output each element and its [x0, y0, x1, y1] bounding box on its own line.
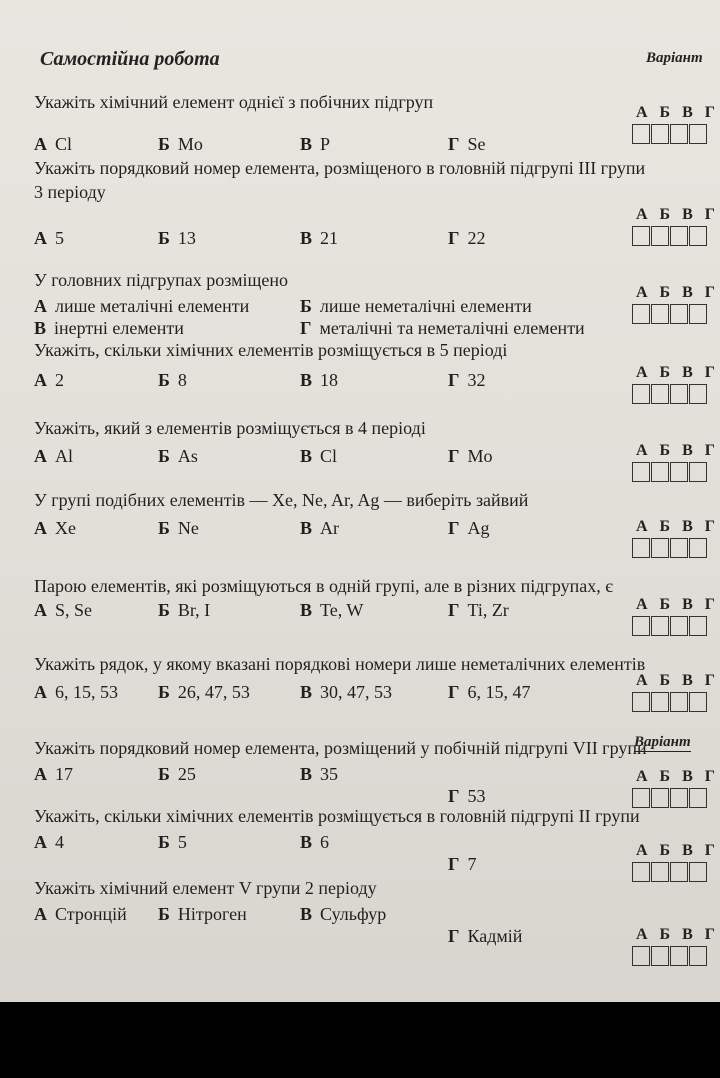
question-text: Укажіть, який з елементів розміщується в 4 періоді	[34, 418, 426, 438]
option-letter: В	[300, 446, 313, 466]
option-letter: Б	[158, 518, 170, 538]
answer-grid	[632, 104, 719, 150]
answer-option-А[interactable]	[34, 370, 64, 391]
option-letter: А	[34, 600, 47, 620]
answer-box-Б[interactable]	[651, 788, 669, 808]
answer-grid-header: А Б В Г	[636, 206, 719, 223]
page-title: Самостійна робота	[40, 48, 220, 70]
answer-box-Г[interactable]	[689, 692, 707, 712]
option-letter: Г	[300, 318, 312, 338]
answer-option-Б[interactable]	[158, 228, 196, 249]
question-7	[34, 576, 634, 646]
option-value: Xe	[55, 518, 76, 538]
answer-option-Г[interactable]	[300, 318, 585, 339]
option-value: Te, W	[320, 600, 364, 620]
answer-box-В[interactable]	[670, 226, 688, 246]
option-letter: Б	[158, 228, 170, 248]
option-value: S, Se	[55, 600, 93, 620]
answer-option-В[interactable]	[300, 682, 392, 703]
variant-label-2: Варіант	[634, 734, 691, 750]
answer-box-А[interactable]	[632, 616, 650, 636]
answer-grid-header: А Б В Г	[636, 518, 719, 535]
question-text: Укажіть, скільки хімічних елементів розміщується в 5 періоді	[34, 340, 508, 360]
option-letter: А	[34, 228, 47, 248]
answer-option-А[interactable]	[34, 518, 76, 539]
option-value: лише неметалічні елементи	[319, 296, 532, 316]
answer-option-Г[interactable]	[448, 134, 485, 155]
answer-option-Б[interactable]	[158, 764, 196, 785]
option-value: Al	[55, 446, 73, 466]
answer-box-В[interactable]	[670, 124, 688, 144]
answer-option-Г[interactable]	[448, 370, 485, 391]
option-letter: А	[34, 134, 47, 154]
question-2	[34, 158, 646, 248]
option-letter: Б	[158, 370, 170, 390]
option-letter: Б	[158, 682, 170, 702]
option-letter: А	[34, 446, 47, 466]
question-text: Укажіть порядковий номер елемента, розміщеного в головній підгрупі III групи	[34, 158, 646, 178]
question-text: Укажіть рядок, у якому вказані порядкові номери лише неметалічних елементів	[34, 654, 646, 674]
option-value: 18	[320, 370, 339, 390]
answer-grid	[632, 518, 719, 564]
option-letter: Г	[448, 682, 460, 702]
option-value: 21	[320, 228, 339, 248]
answer-option-Г[interactable]	[448, 854, 476, 875]
option-value: Cl	[320, 446, 338, 466]
answer-boxes	[632, 304, 708, 324]
answer-grid	[632, 768, 719, 814]
answer-box-В[interactable]	[670, 692, 688, 712]
option-letter: В	[300, 134, 313, 154]
answer-box-Г[interactable]	[689, 124, 707, 144]
option-value: металічні та неметалічні елементи	[319, 318, 585, 338]
answer-box-Б[interactable]	[651, 462, 669, 482]
answer-box-Б[interactable]	[651, 124, 669, 144]
answer-box-Б[interactable]	[651, 946, 669, 966]
answer-box-А[interactable]	[632, 124, 650, 144]
option-value: 5	[55, 228, 64, 248]
option-letter: Г	[448, 446, 460, 466]
answer-grid-header: А Б В Г	[636, 842, 719, 859]
option-value: 13	[177, 228, 196, 248]
option-letter: В	[34, 318, 47, 338]
answer-grid	[632, 284, 719, 330]
answer-option-Г[interactable]	[448, 682, 530, 703]
question-text: У групі подібних елементів — Xe, Ne, Ar, Ag — виберіть зайвий	[34, 490, 529, 510]
option-value: інертні елементи	[54, 318, 184, 338]
option-value: 5	[177, 832, 187, 852]
option-letter: В	[300, 764, 313, 784]
option-value: Ne	[177, 518, 199, 538]
answer-box-А[interactable]	[632, 304, 650, 324]
answer-option-В[interactable]	[300, 832, 329, 853]
answer-box-Г[interactable]	[689, 616, 707, 636]
answer-boxes	[632, 538, 708, 558]
option-value: Se	[467, 134, 486, 154]
answer-box-Б[interactable]	[651, 384, 669, 404]
answer-box-В[interactable]	[670, 946, 688, 966]
question-text: У головних підгрупах розміщено	[34, 270, 288, 290]
option-letter: А	[34, 682, 47, 702]
answer-grid-header: А Б В Г	[636, 284, 719, 301]
answer-option-Г[interactable]	[448, 600, 509, 621]
answer-grid	[632, 926, 719, 972]
answer-option-В[interactable]	[300, 518, 339, 539]
option-value: Кадмій	[467, 926, 523, 946]
option-letter: Г	[448, 926, 460, 946]
option-letter: Б	[158, 764, 170, 784]
option-letter: Г	[448, 134, 460, 154]
answer-grid-header: А Б В Г	[636, 672, 719, 689]
answer-option-Б[interactable]	[300, 296, 532, 317]
option-value: 25	[177, 764, 196, 784]
answer-boxes	[632, 124, 708, 144]
option-letter: Г	[448, 786, 460, 806]
answer-boxes	[632, 616, 708, 636]
answer-option-В[interactable]	[300, 904, 386, 925]
option-value: 26, 47, 53	[177, 682, 250, 702]
option-value: лише металічні елементи	[55, 296, 250, 316]
option-value: 17	[55, 764, 73, 784]
answer-option-Г[interactable]	[448, 518, 489, 539]
answer-option-В[interactable]	[300, 228, 338, 249]
answer-option-Г[interactable]	[448, 786, 485, 807]
option-letter: Б	[158, 134, 170, 154]
answer-box-Б[interactable]	[651, 304, 669, 324]
answer-option-В[interactable]	[34, 318, 184, 339]
option-value: 2	[55, 370, 64, 390]
answer-box-Г[interactable]	[689, 226, 707, 246]
question-text: Укажіть хімічний елемент V групи 2 періоду	[34, 878, 377, 898]
option-letter: Б	[158, 832, 170, 852]
option-value: Ar	[320, 518, 340, 538]
answer-option-А[interactable]	[34, 904, 127, 925]
question-5	[34, 418, 634, 488]
option-letter: В	[300, 370, 313, 390]
option-letter: Б	[158, 600, 170, 620]
answer-grid	[632, 364, 719, 410]
option-letter: Г	[448, 228, 460, 248]
answer-option-Б[interactable]	[158, 682, 250, 703]
answer-option-Б[interactable]	[158, 134, 203, 155]
answer-option-Б[interactable]	[158, 904, 247, 925]
question-4	[34, 340, 634, 410]
option-value: Нітроген	[177, 904, 247, 924]
question-3	[34, 270, 634, 340]
variant-label: Варіант	[646, 50, 703, 66]
answer-box-А[interactable]	[632, 862, 650, 882]
question-1	[34, 92, 634, 162]
answer-box-В[interactable]	[670, 616, 688, 636]
answer-boxes	[632, 788, 708, 808]
answer-option-В[interactable]	[300, 446, 337, 467]
answer-grid	[632, 842, 719, 888]
answer-box-А[interactable]	[632, 384, 650, 404]
option-value: 7	[467, 854, 477, 874]
option-letter: Г	[448, 854, 460, 874]
option-value: Br, I	[177, 600, 211, 620]
answer-boxes	[632, 946, 708, 966]
answer-option-Б[interactable]	[158, 600, 210, 621]
option-value: 6	[320, 832, 330, 852]
option-letter: Г	[448, 370, 460, 390]
option-value: 4	[55, 832, 64, 852]
answer-box-А[interactable]	[632, 538, 650, 558]
answer-option-А[interactable]	[34, 832, 64, 853]
answer-option-А[interactable]	[34, 296, 249, 317]
option-letter: Б	[158, 446, 170, 466]
answer-box-Б[interactable]	[651, 226, 669, 246]
answer-box-Г[interactable]	[689, 384, 707, 404]
question-11	[34, 878, 634, 948]
answer-grid-header: А Б В Г	[636, 104, 719, 121]
option-letter: В	[300, 832, 313, 852]
answer-grid	[632, 596, 719, 642]
answer-grid-header: А Б В Г	[636, 442, 719, 459]
option-value: As	[177, 446, 198, 466]
answer-box-Б[interactable]	[651, 862, 669, 882]
question-8	[34, 654, 646, 724]
answer-grid-header: А Б В Г	[636, 364, 719, 381]
option-value: 32	[467, 370, 486, 390]
answer-option-В[interactable]	[300, 370, 338, 391]
option-letter: Г	[448, 600, 460, 620]
answer-boxes	[632, 462, 708, 482]
option-value: Cl	[55, 134, 73, 154]
answer-box-В[interactable]	[670, 384, 688, 404]
option-letter: В	[300, 228, 313, 248]
option-letter: А	[34, 370, 47, 390]
answer-option-А[interactable]	[34, 600, 92, 621]
option-letter: Б	[158, 904, 170, 924]
answer-box-В[interactable]	[670, 538, 688, 558]
answer-grid-header: А Б В Г	[636, 926, 719, 943]
option-letter: А	[34, 518, 47, 538]
answer-option-Б[interactable]	[158, 370, 187, 391]
answer-box-А[interactable]	[632, 226, 650, 246]
answer-option-А[interactable]	[34, 764, 73, 785]
answer-box-В[interactable]	[670, 862, 688, 882]
answer-box-Г[interactable]	[689, 538, 707, 558]
option-letter: А	[34, 296, 47, 316]
option-letter: А	[34, 832, 47, 852]
answer-grid-header: А Б В Г	[636, 596, 719, 613]
answer-box-Г[interactable]	[689, 462, 707, 482]
option-value: 53	[467, 786, 486, 806]
question-text: Укажіть, скільки хімічних елементів розміщується в головній підгрупі II групи	[34, 806, 640, 826]
answer-box-В[interactable]	[670, 462, 688, 482]
option-value: 22	[467, 228, 486, 248]
option-letter: Г	[448, 518, 460, 538]
answer-option-А[interactable]	[34, 446, 73, 467]
option-letter: А	[34, 764, 47, 784]
option-letter: В	[300, 682, 313, 702]
answer-box-А[interactable]	[632, 946, 650, 966]
option-value: 35	[320, 764, 339, 784]
option-value: P	[320, 134, 331, 154]
answer-box-А[interactable]	[632, 692, 650, 712]
answer-option-Г[interactable]	[448, 446, 492, 467]
answer-box-Г[interactable]	[689, 788, 707, 808]
answer-box-Б[interactable]	[651, 616, 669, 636]
answer-box-Б[interactable]	[651, 692, 669, 712]
answer-option-А[interactable]	[34, 228, 64, 249]
question-text-continued: 3 періоду	[34, 182, 106, 202]
answer-box-В[interactable]	[670, 304, 688, 324]
option-value: 8	[177, 370, 187, 390]
answer-box-В[interactable]	[670, 788, 688, 808]
option-value: 6, 15, 47	[467, 682, 531, 702]
answer-option-Б[interactable]	[158, 832, 187, 853]
answer-option-Г[interactable]	[448, 228, 485, 249]
answer-box-А[interactable]	[632, 788, 650, 808]
answer-option-А[interactable]	[34, 682, 118, 703]
option-letter: В	[300, 518, 313, 538]
answer-box-Б[interactable]	[651, 538, 669, 558]
answer-boxes	[632, 862, 708, 882]
answer-grid	[632, 442, 719, 488]
question-10	[34, 806, 640, 876]
question-text: Укажіть порядковий номер елемента, розміщений у побічній підгрупі VII групи	[34, 738, 647, 758]
answer-grid	[632, 206, 719, 252]
option-value: 30, 47, 53	[320, 682, 393, 702]
option-value: Ag	[467, 518, 490, 538]
answer-boxes	[632, 226, 708, 246]
answer-option-Б[interactable]	[158, 518, 199, 539]
option-value: 6, 15, 53	[55, 682, 118, 702]
answer-grid	[632, 672, 719, 718]
answer-boxes	[632, 384, 708, 404]
option-value: Mo	[177, 134, 203, 154]
answer-box-Г[interactable]	[689, 304, 707, 324]
answer-option-В[interactable]	[300, 134, 330, 155]
answer-option-Б[interactable]	[158, 446, 198, 467]
answer-option-В[interactable]	[300, 600, 363, 621]
answer-box-Г[interactable]	[689, 946, 707, 966]
option-letter: В	[300, 600, 313, 620]
question-text: Парою елементів, які розміщуються в одній групі, але в різних підгрупах, є	[34, 576, 613, 596]
question-9	[34, 738, 647, 808]
option-value: Стронцій	[55, 904, 127, 924]
option-letter: В	[300, 904, 313, 924]
answer-option-В[interactable]	[300, 764, 338, 785]
option-letter: А	[34, 904, 47, 924]
question-text: Укажіть хімічний елемент однієї з побічних підгруп	[34, 92, 434, 112]
option-value: Ti, Zr	[467, 600, 509, 620]
option-letter: Б	[300, 296, 312, 316]
answer-boxes	[632, 692, 708, 712]
question-6	[34, 490, 634, 560]
answer-option-Г[interactable]	[448, 926, 522, 947]
option-value: Mo	[467, 446, 493, 466]
answer-box-А[interactable]	[632, 462, 650, 482]
answer-box-Г[interactable]	[689, 862, 707, 882]
answer-option-А[interactable]	[34, 134, 72, 155]
answer-grid-header: А Б В Г	[636, 768, 719, 785]
option-value: Сульфур	[320, 904, 387, 924]
